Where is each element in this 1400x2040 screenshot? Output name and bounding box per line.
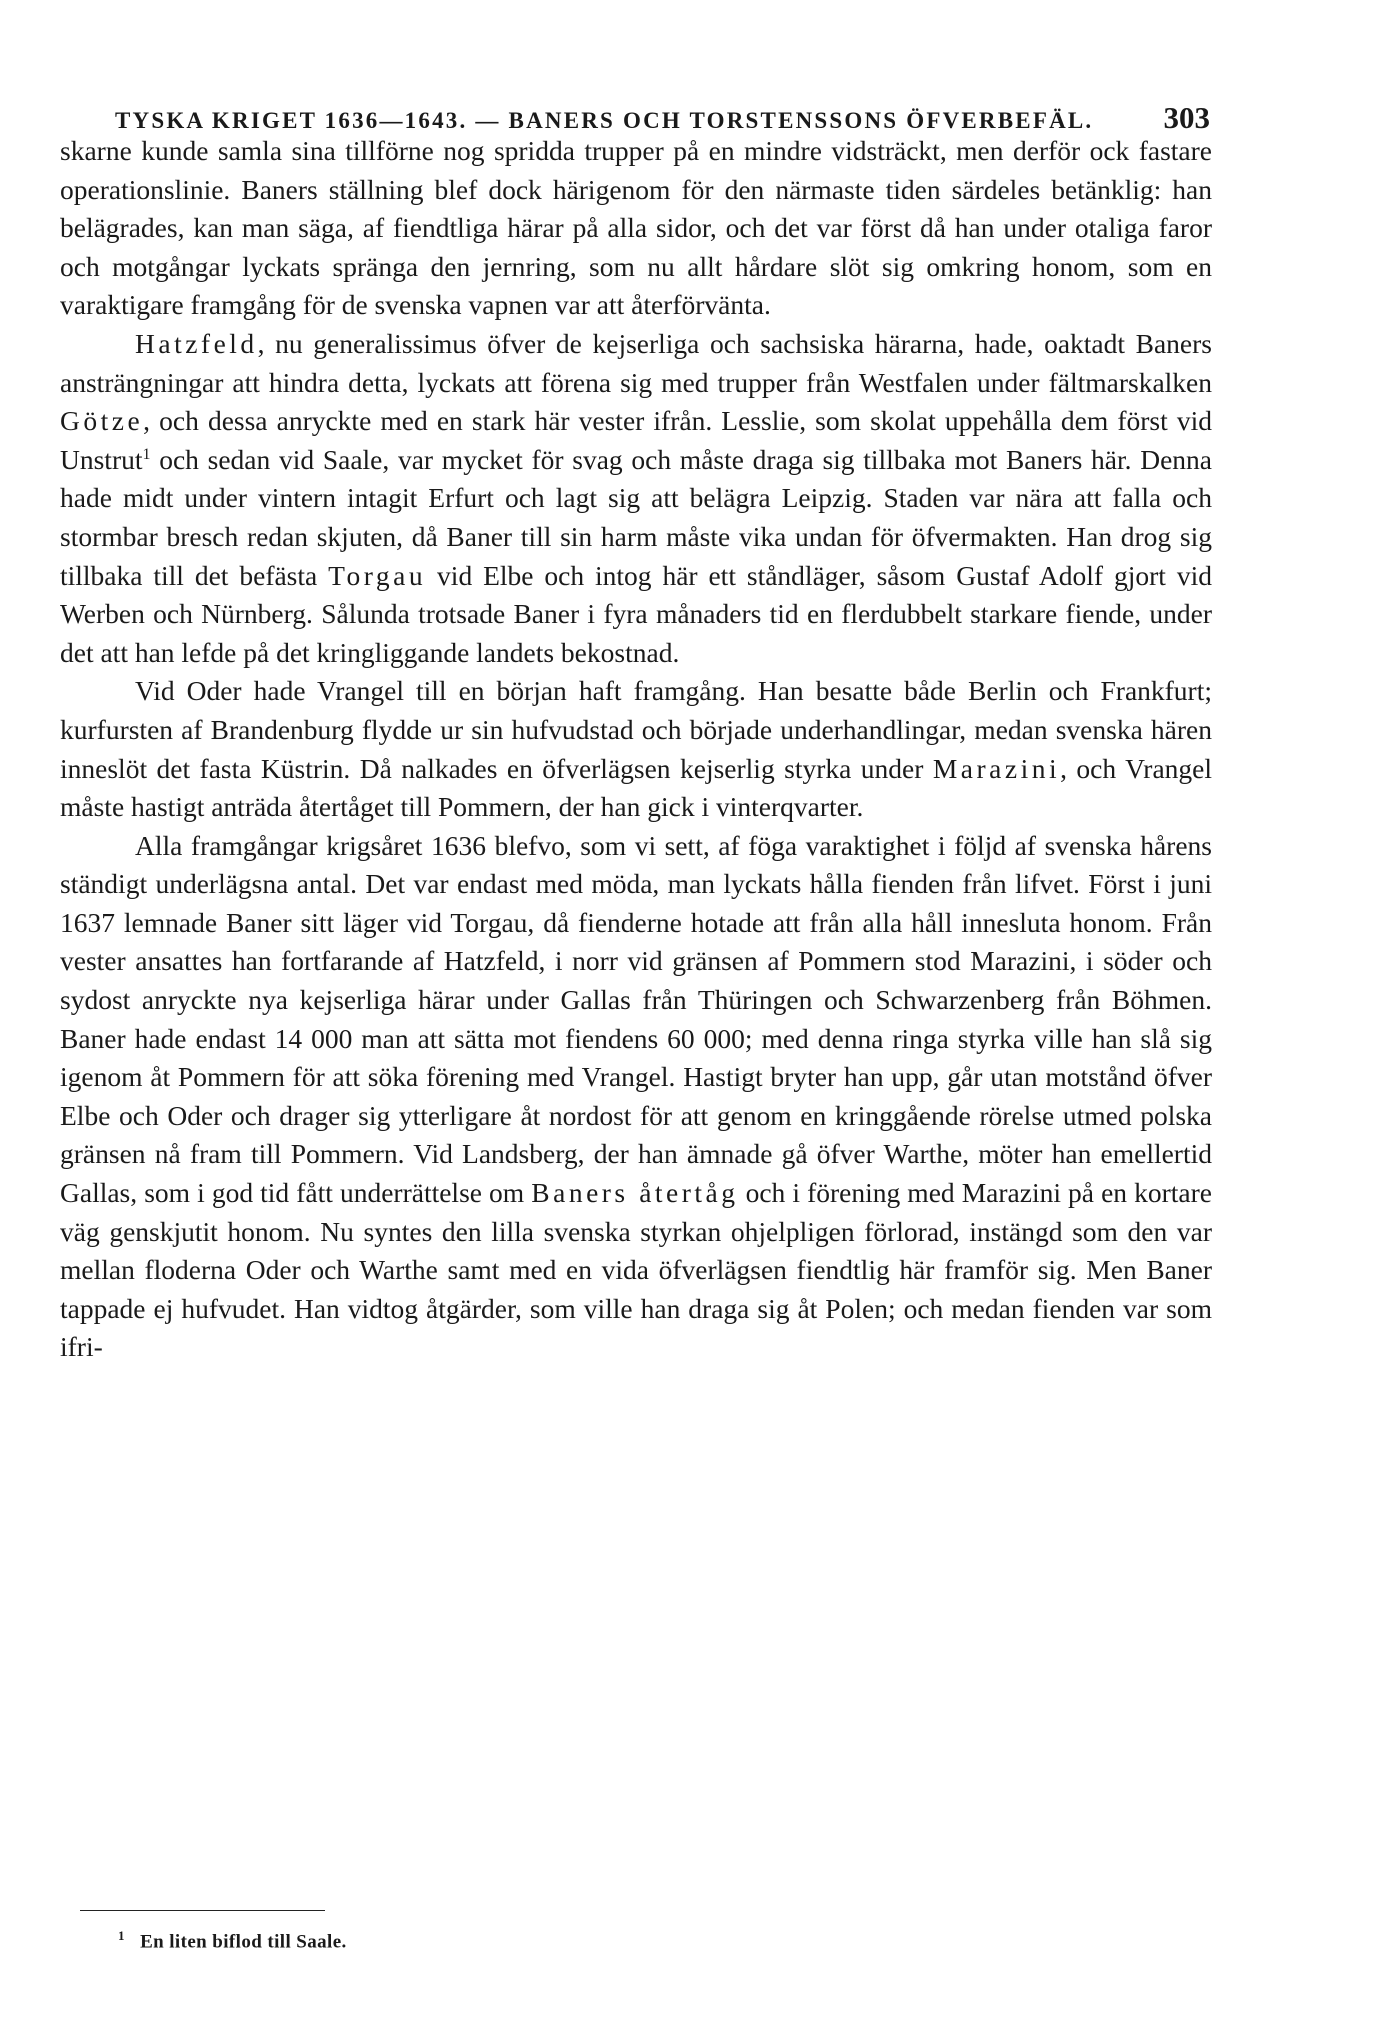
header-title: TYSKA KRIGET 1636—1643. — BANERS OCH TORSTENSSONS ÖFVERBEFÄL. [115,108,1094,133]
text-run: och sedan vid Saale, var mycket för svag och måste draga sig tillbaka mot Baners här. Denna hade midt under vintern intagit Erfurt och lagt sig att belägra Leipzig. Staden var nära att falla och stormbar bresch redan skjuten, då Baner till sin harm måste vika undan för öfvermakten. Han drog sig tillbaka till det befästa [60,443,1212,591]
paragraph [60,132,1212,325]
text-run: Vid Oder hade Vrangel till en början haft framgång. Han besatte både Berlin och Frankfurt; kurfursten af Brandenburg flydde ur sin hufvudstad och började underhandlingar, medan svenska hären inneslöt det fasta Küstrin. Då nalkades en öfverlägsen kejserlig styrka under [60,675,1212,784]
text-run: , och Vrangel måste hastigt anträda återtåget till Pommern, der han gick i vinterqvarter. [60,752,1212,823]
text-run: skarne kunde samla sina tillförne nog spridda trupper på en mindre vidsträckt, men derför ock fastare operationslinie. Baners ställning blef dock härigenom för den närmaste tiden särdeles betänklig: han belägrades, kan man säga, af fiendtliga härar på alla sidor, och det var först då han under otaliga faror och motgångar lyckats spränga den jernring, som nu allt hårdare slöt sig omkring honom, som en varaktigare framgång för de svenska vapnen var att återförvänta. [60,135,1212,321]
spaced-name: Baners återtåg [531,1177,739,1209]
spaced-name: Torgau [328,559,427,591]
text-run: , nu generalissimus öfver de kejserliga och sachsiska härarna, hade, oaktadt Baners ansträngningar att hindra detta, lyckats att förena sig med trupper från Westfalen under fältmarskalken [60,327,1212,398]
footnote-text: En liten biflod till Saale. [140,1931,347,1953]
paragraph [60,325,1212,672]
footnote [118,1928,347,1953]
page-number: 303 [1163,100,1210,135]
text-run: vid Elbe och intog här ett ståndläger, såsom Gustaf Adolf gjort vid Werben och Nürnberg. Sålunda trotsade Baner i fyra månaders tid en flerdubbelt starkare fiende, under det att han lefde på det kringliggande landets bekostnad. [60,559,1212,668]
spaced-name: Götze [60,405,144,437]
spaced-name: Hatzfeld [135,327,258,359]
paragraph [60,672,1212,826]
footnote-mark: 1 [118,1928,125,1943]
body-text [60,132,1212,1367]
text-run: Alla framgångar krigsåret 1636 blefvo, som vi sett, af föga varaktighet i följd af svenska hårens ständigt underlägsna antal. Det var endast med möda, man lyckats hålla fienden från lifvet. Först i juni 1637 lemnade Baner sitt läger vid Torgau, då fienderne hotade att från alla håll innesluta honom. Från vester ansattes han fortfarande af Hatzfeld, i norr vid gränsen af Pommern stod Marazini, i söder och sydost anryckte nya kejserliga härar under Gallas från Thüringen och Schwarzenberg från Böhmen. Baner hade endast 14 000 man att sätta mot fiendens 60 000; med denna ringa styrka ville han slå sig igenom åt Pommern för att söka förening med Vrangel. Hastigt bryter han upp, går utan motstånd öfver Elbe och Oder och drager sig ytterligare åt nordost för att genom en kringgående rörelse utmed polska gränsen nå fram till Pommern. Vid Landsberg, der han ämnade gå öfver Warthe, möter han emellertid Gallas, som i god tid fått underrättelse om [60,829,1212,1209]
text-run: , och dessa anryckte med en stark här vester ifrån. Lesslie, som skolat uppehålla dem först vid Unstrut [60,405,1212,475]
paragraph [60,827,1212,1367]
spaced-name: Marazini [932,752,1061,784]
text-run: och i förening med Marazini på en kortare väg genskjutit honom. Nu syntes den lilla svenska styrkan ohjelpligen förlorad, instängd som den var mellan floderna Oder och Warthe samt med en vida öfverlägsen fiendtlig här framför sig. Men Baner tappade ej hufvudet. Han vidtog åtgärder, som ville han draga sig åt Polen; och medan fienden var som ifri- [60,1177,1212,1363]
footnote-divider [80,1910,325,1911]
footnote-reference: 1 [142,445,151,463]
